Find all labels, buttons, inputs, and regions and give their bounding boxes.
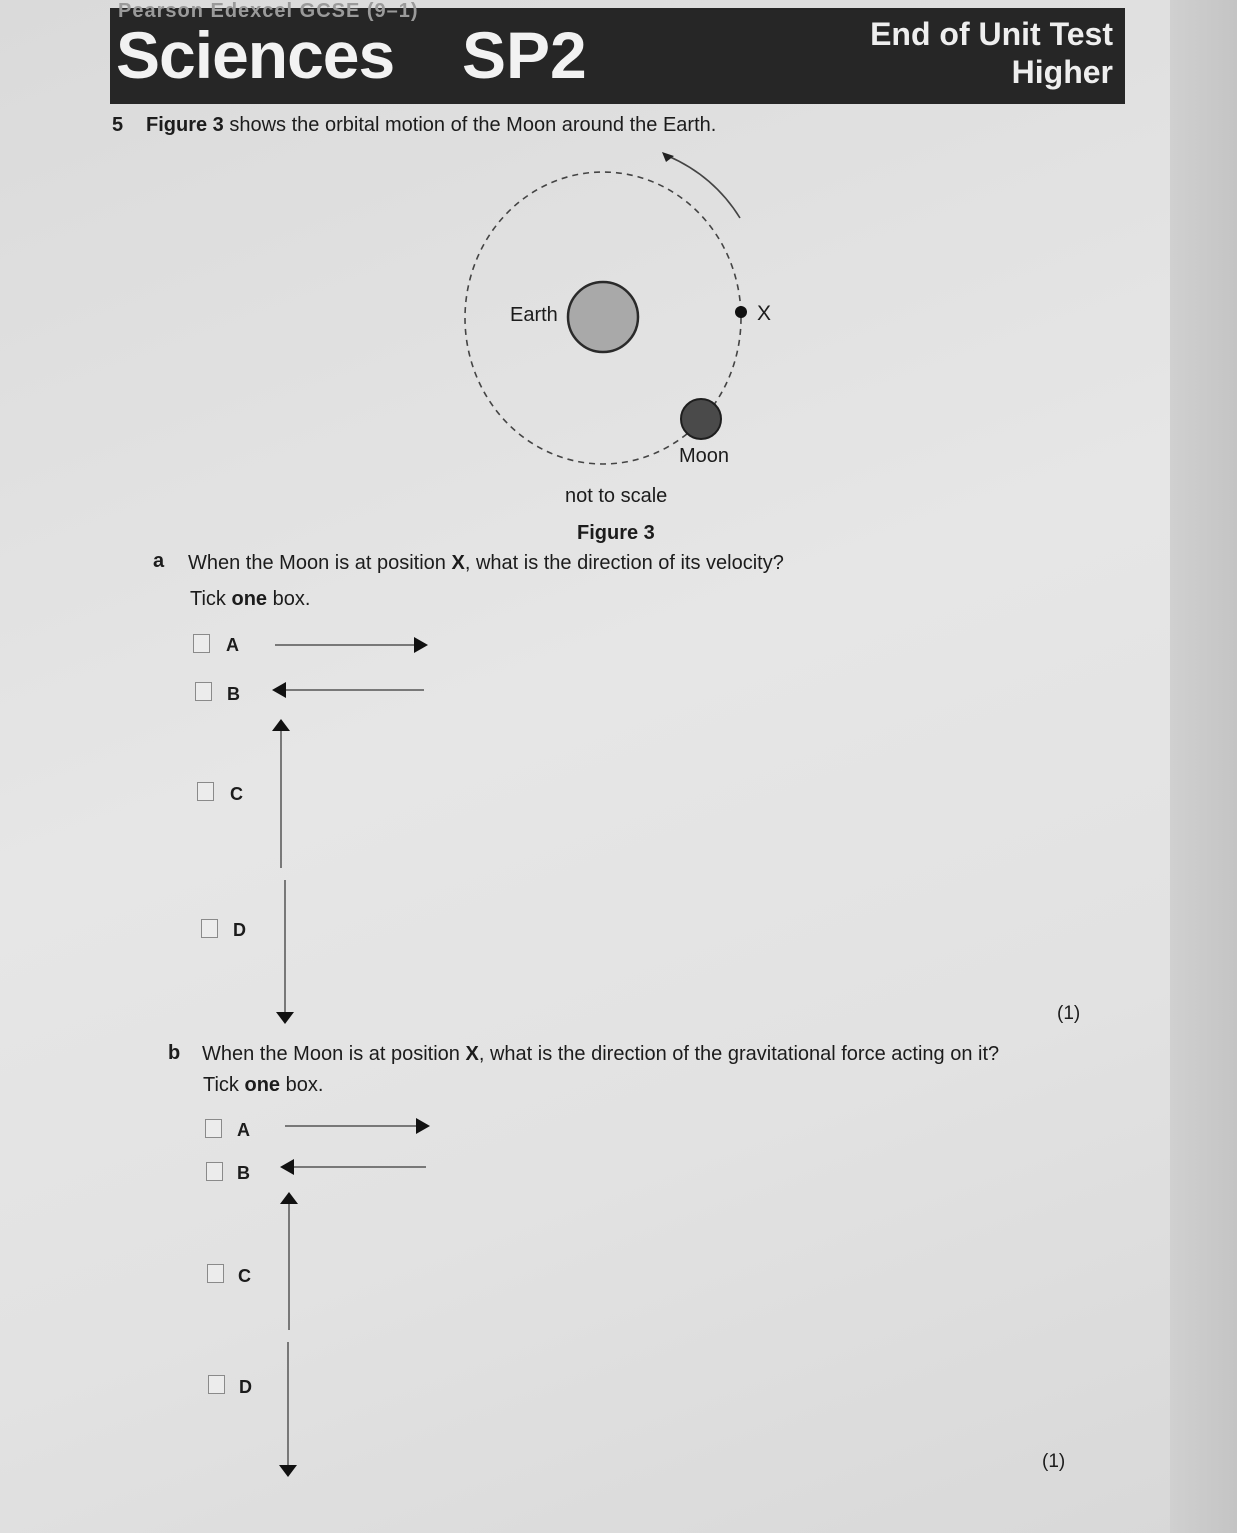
orbit-direction-arrowhead	[662, 152, 674, 162]
part-a-text-end: , what is the direction of its velocity?	[464, 552, 784, 574]
position-x-label: X	[757, 302, 772, 325]
a-option-c-checkbox[interactable]	[197, 782, 214, 801]
figure-caption: Figure 3	[577, 522, 655, 544]
part-a-instruction	[190, 588, 310, 611]
question-intro-text: shows the orbital motion of the Moon around the Earth.	[229, 114, 717, 136]
part-a-position: X	[451, 552, 465, 574]
figure-reference: Figure 3	[146, 114, 224, 136]
instruction-text: Tick	[203, 1074, 245, 1096]
orbit-direction-arc	[668, 156, 740, 218]
part-b-question	[202, 1043, 999, 1066]
b-option-d-checkbox[interactable]	[208, 1375, 225, 1394]
question-number: 5	[112, 114, 124, 136]
instruction-emphasis: one	[231, 588, 268, 610]
part-a-marks: (1)	[1057, 1003, 1081, 1024]
b-option-a-arrowhead	[416, 1118, 430, 1134]
a-option-d-arrowhead	[276, 1012, 294, 1024]
b-option-c-arrowhead	[280, 1192, 298, 1204]
earth-icon	[568, 282, 638, 352]
unit-code: SP2	[462, 18, 587, 92]
part-b-letter: b	[168, 1042, 181, 1064]
part-a-letter: a	[153, 550, 165, 572]
a-option-b-label: B	[227, 684, 240, 704]
position-x-dot	[735, 306, 747, 318]
a-option-a-label: A	[226, 635, 239, 655]
series-label: Pearson Edexcel GCSE (9–1)	[118, 0, 419, 22]
subject-title: Sciences	[116, 18, 395, 92]
b-option-c-label: C	[238, 1266, 251, 1286]
a-option-d-label: D	[233, 920, 246, 940]
b-option-a-label: A	[237, 1120, 250, 1140]
part-b-instruction	[203, 1074, 323, 1097]
b-option-a-checkbox[interactable]	[205, 1119, 222, 1138]
part-b-text: When the Moon is at position	[202, 1043, 466, 1065]
b-option-c-checkbox[interactable]	[207, 1264, 224, 1283]
test-title: End of Unit Test	[870, 16, 1113, 52]
instruction-text-end: box.	[280, 1074, 324, 1096]
a-option-c-arrowhead	[272, 719, 290, 731]
instruction-text: Tick	[190, 588, 232, 610]
b-option-b-arrowhead	[280, 1159, 294, 1175]
moon-icon	[681, 399, 721, 439]
instruction-text-end: box.	[267, 588, 311, 610]
part-b-position: X	[465, 1043, 479, 1065]
a-option-a-checkbox[interactable]	[193, 634, 210, 653]
part-b-marks: (1)	[1042, 1451, 1066, 1472]
earth-label: Earth	[510, 304, 558, 326]
b-option-b-label: B	[237, 1163, 250, 1183]
a-option-c-label: C	[230, 784, 243, 804]
not-to-scale-note: not to scale	[565, 485, 668, 507]
b-option-d-label: D	[239, 1377, 252, 1397]
a-option-b-arrowhead	[272, 682, 286, 698]
moon-label: Moon	[679, 445, 730, 467]
b-option-b-checkbox[interactable]	[206, 1162, 223, 1181]
a-option-d-checkbox[interactable]	[201, 919, 218, 938]
a-option-a-arrowhead	[414, 637, 428, 653]
part-b-text-end: , what is the direction of the gravitational force acting on it?	[478, 1043, 1000, 1065]
instruction-emphasis: one	[244, 1074, 281, 1096]
b-option-d-arrowhead	[279, 1465, 297, 1477]
a-option-b-checkbox[interactable]	[195, 682, 212, 701]
tier-label: Higher	[1011, 54, 1113, 90]
part-a-question	[188, 552, 784, 575]
part-a-text: When the Moon is at position	[188, 552, 452, 574]
